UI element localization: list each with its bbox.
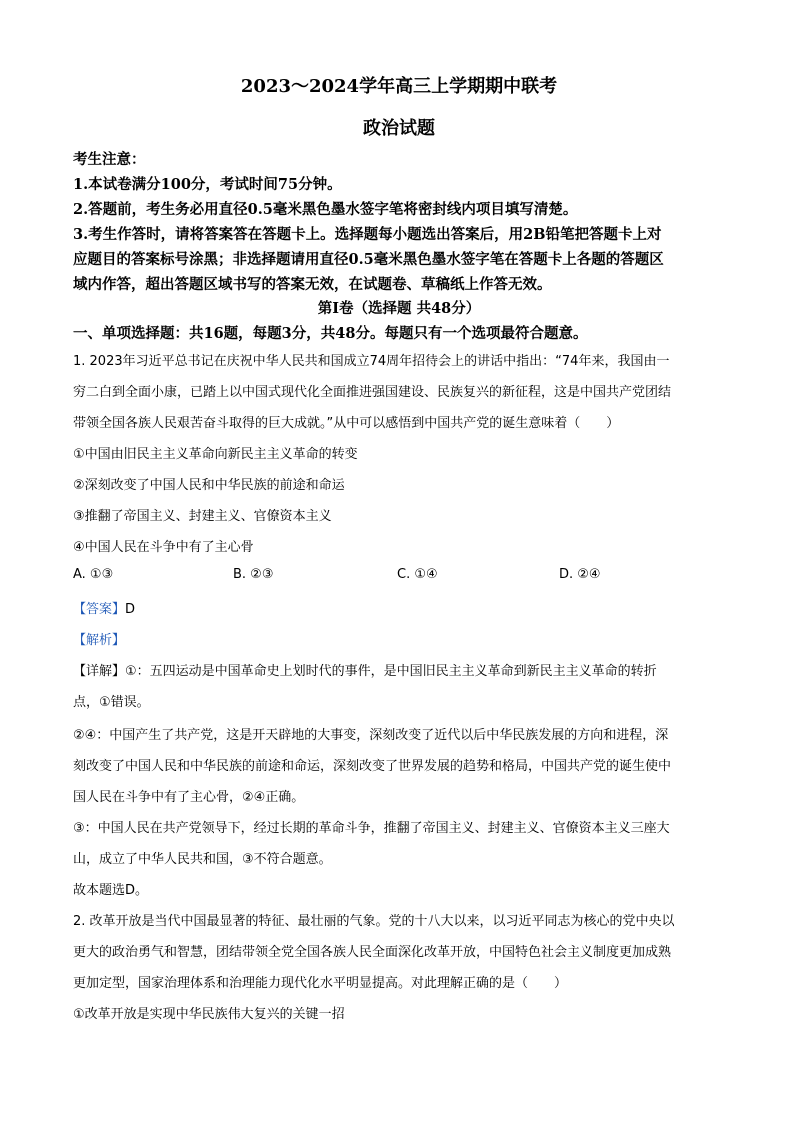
q1-detail-line [73,660,657,679]
exam-title: 2023～2024学年高三上学期期中联考 [240,76,558,97]
section-instruction: 一、单项选择题：共16题，每题3分，共48分。每题只有一个选项最符合题意。 [73,325,588,342]
q2-stem-line: 更大的政治勇气和智慧，团结带领全党全国各族人民全面深化改革开放，中国特色社会主义制度更加成熟 [73,945,672,960]
detail-label: 【详解】 [73,664,126,679]
notice-heading: 考生注意： [73,151,146,168]
q1-detail-line: 点，①错误。 [73,695,150,710]
detail-text: ①：五四运动是中国革命史上划时代的事件，是中国旧民主主义革命到新民主主义革命的转折 [125,664,657,679]
q1-detail-line: 刻改变了中国人民和中华民族的前途和命运，深刻改变了世界发展的趋势和格局，中国共产党的诞生使中 [73,759,672,774]
subject-title: 政治试题 [363,118,435,139]
q1-statement: ②深刻改变了中国人民和中华民族的前途和命运 [73,478,345,493]
notice-item: 1.本试卷满分100分，考试时间75分钟。 [73,176,342,193]
q1-answer [73,598,135,617]
q1-option-c: C. ①④ [397,567,438,582]
answer-value: D [125,602,136,617]
q1-option-a: A. ①③ [73,567,114,582]
q1-statement: ③推翻了帝国主义、封建主义、官僚资本主义 [73,509,332,524]
q1-stem-line: 穷二白到全面小康，已踏上以中国式现代化全面推进强国建设、民族复兴的新征程，这是中国共产党团结 [73,385,672,400]
notice-item: 3.考生作答时，请将答案答在答题卡上。选择题每小题选出答案后，用2B铅笔把答题卡上对 [73,226,662,243]
volume-heading: 第Ⅰ卷（选择题 共48分） [317,300,481,317]
notice-item: 2.答题前，考生务必用直径0.5毫米黑色墨水签字笔将密封线内项目填写清楚。 [73,201,578,218]
q2-stem-line: 2. 改革开放是当代中国最显著的特征、最壮丽的气象。党的十八大以来，以习近平同志为核心的党中央以 [73,914,675,929]
q1-option-d: D. ②④ [559,567,601,582]
q1-statement: ①中国由旧民主主义革命向新民主主义革命的转变 [73,447,358,462]
q2-statement: ①改革开放是实现中华民族伟大复兴的关键一招 [73,1007,345,1022]
q1-statement: ④中国人民在斗争中有了主心骨 [73,540,254,555]
q1-detail-line: 山，成立了中华人民共和国，③不符合题意。 [73,852,332,867]
q1-option-b: B. ②③ [233,567,274,582]
q1-detail-line: ②④：中国产生了共产党，这是开天辟地的大事变，深刻改变了近代以后中华民族发展的方向和进程，深 [73,728,669,743]
analysis-label: 【解析】 [73,633,126,648]
q1-analysis-heading [73,629,125,648]
notice-item: 域内作答，超出答题区域书写的答案无效，在试题卷、草稿纸上作答无效。 [73,276,552,293]
q1-detail-line: 国人民在斗争中有了主心骨，②④正确。 [73,790,305,805]
answer-label: 【答案】 [73,602,126,617]
q2-stem-line: 更加定型，国家治理体系和治理能力现代化水平明显提高。对此理解正确的是（ ） [73,976,568,991]
notice-item: 应题目的答案标号涂黑；非选择题请用直径0.5毫米黑色墨水签字笔在答题卡上各题的答题区 [73,251,664,268]
q1-stem-line: 1. 2023年习近平总书记在庆祝中华人民共和国成立74周年招待会上的讲话中指出：“74年来，我国由一 [73,354,670,369]
q1-stem-line: 带领全国各族人民艰苦奋斗取得的巨大成就。”从中可以感悟到中国共产党的诞生意味着（ ） [73,416,620,431]
q1-detail-line: ③：中国人民在共产党领导下，经过长期的革命斗争，推翻了帝国主义、封建主义、官僚资本主义三座大 [73,821,670,836]
q1-conclusion: 故本题选D。 [73,883,149,898]
